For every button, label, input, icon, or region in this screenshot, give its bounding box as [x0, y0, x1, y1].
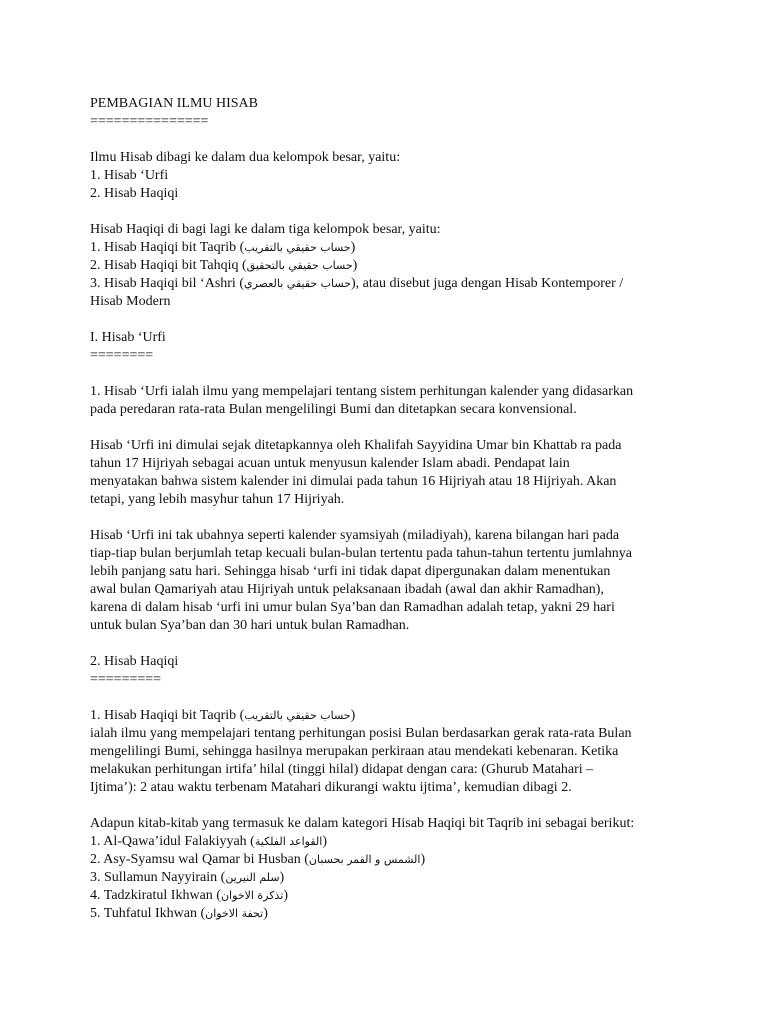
- item-text: ): [350, 708, 356, 723]
- item-text: 1. Al-Qawa’idul Falakiyyah (: [90, 834, 255, 849]
- spacer: [90, 365, 690, 383]
- item-text: 4. Tadzkiratul Ikhwan (: [90, 888, 221, 903]
- haqiqi-intro: Hisab Haqiqi di bagi lagi ke dalam tiga kelompok besar, yaitu:: [90, 222, 441, 237]
- document-title: PEMBAGIAN ILMU HISAB: [90, 96, 259, 111]
- haqiqi-item: [90, 275, 690, 293]
- item-text: 5. Tuhfatul Ikhwan (: [90, 906, 206, 921]
- paragraph-line: mengelilingi Bumi, sehingga hasilnya merupakan perkiraan atau mendekati kebenaran. Ketika: [90, 744, 619, 759]
- spacer: [90, 509, 690, 527]
- section-rule: =========: [90, 672, 162, 687]
- spacer: [90, 311, 690, 329]
- haqiqi-item: [90, 257, 690, 275]
- intro-item: 1. Hisab ‘Urfi: [90, 168, 169, 183]
- haqiqi-item-continuation: Hisab Modern: [90, 294, 171, 309]
- paragraph-line: karena di dalam hisab ‘urfi ini umur bulan Sya’ban dan Ramadhan adalah tetap, yakni 29 hari: [90, 600, 615, 615]
- spacer: [90, 797, 690, 815]
- arabic-term: تحفة الاخوان: [205, 907, 264, 920]
- section-rule: ========: [90, 348, 154, 363]
- paragraph-line: Hisab ‘Urfi ini dimulai sejak ditetapkannya oleh Khalifah Sayyidina Umar bin Khattab ra pada: [90, 438, 622, 453]
- item-text: 3. Hisab Haqiqi bil ‘Ashri (: [90, 276, 244, 291]
- arabic-term: حساب حقيقي بالتقريب: [244, 241, 351, 254]
- item-text: 3. Sullamun Nayyirain (: [90, 870, 226, 885]
- paragraph-line: tahun 17 Hijriyah sebagai acuan untuk menyusun kalender Islam abadi. Pendapat lain: [90, 456, 570, 471]
- title-rule: ===============: [90, 114, 209, 129]
- spacer: [90, 203, 690, 221]
- document-body: [90, 95, 690, 923]
- spacer: [90, 689, 690, 707]
- spacer: [90, 635, 690, 653]
- paragraph-line: pada peredaran rata-rata Bulan mengelilingi Bumi dan ditetapkan secara konvensional.: [90, 402, 577, 417]
- kitab-item: [90, 869, 690, 887]
- paragraph-line: tetapi, yang lebih masyhur tahun 17 Hijriyah.: [90, 492, 345, 507]
- item-text: ): [283, 888, 288, 903]
- haqiqi-item: [90, 239, 690, 257]
- section-heading: 2. Hisab Haqiqi: [90, 654, 179, 669]
- arabic-term: القواعد الفلكية: [254, 835, 323, 848]
- intro-text: Ilmu Hisab dibagi ke dalam dua kelompok besar, yaitu:: [90, 150, 401, 165]
- paragraph-line: ialah ilmu yang mempelajari tentang perhitungan posisi Bulan berdasarkan gerak rata-rata Bulan: [90, 726, 632, 741]
- paragraph-line: Hisab ‘Urfi ini tak ubahnya seperti kalender syamsiyah (miladiyah), karena bilangan hari pada: [90, 528, 620, 543]
- paragraph-line: Ijtima’): 2 atau waktu terbenam Matahari dikurangi waktu ijtima’, kemudian dibagi 2.: [90, 780, 572, 795]
- paragraph-line: 1. Hisab ‘Urfi ialah ilmu yang mempelajari tentang sistem perhitungan kalender yang didasarkan: [90, 384, 634, 399]
- arabic-term: سلم النيرين: [225, 871, 280, 884]
- item-text: ): [263, 906, 268, 921]
- item-text: ): [322, 834, 327, 849]
- arabic-term: حساب حقيقي بالتحقيق: [246, 259, 353, 272]
- item-text: 1. Hisab Haqiqi bit Taqrib (: [90, 708, 245, 723]
- item-text: 2. Hisab Haqiqi bit Tahqiq (: [90, 258, 247, 273]
- kitab-intro: Adapun kitab-kitab yang termasuk ke dalam kategori Hisab Haqiqi bit Taqrib ini sebagai berikut:: [90, 816, 635, 831]
- spacer: [90, 419, 690, 437]
- item-text: ): [420, 852, 426, 867]
- section-heading: I. Hisab ‘Urfi: [90, 330, 166, 345]
- paragraph-line: tiap-tiap bulan berjumlah tetap kecuali bulan-bulan tertentu pada tahun-tahun tertentu jumlahnya: [90, 546, 632, 561]
- item-text: ): [352, 258, 358, 273]
- kitab-item: [90, 887, 690, 905]
- kitab-item: [90, 851, 690, 869]
- item-text: ): [279, 870, 285, 885]
- subsection-heading: [90, 707, 690, 725]
- spacer: [90, 131, 690, 149]
- paragraph-line: untuk bulan Sya’ban dan 30 hari untuk bulan Ramadhan.: [90, 618, 410, 633]
- arabic-term: الشمس و القمر بحسبان: [308, 853, 421, 866]
- paragraph-line: lebih panjang satu hari. Sehingga hisab ‘urfi ini tidak dapat dipergunakan dalam menentukan: [90, 564, 611, 579]
- arabic-term: تذكرة الاخوان: [220, 889, 284, 902]
- kitab-item: [90, 905, 690, 923]
- item-text: 2. Asy-Syamsu wal Qamar bi Husban (: [90, 852, 309, 867]
- arabic-term: حساب حقيقي بالتقريب: [244, 709, 351, 722]
- paragraph-line: awal bulan Qamariyah atau Hijriyah untuk pelaksanaan ibadah (awal dan akhir Ramadhan),: [90, 582, 604, 597]
- paragraph-line: melakukan perhitungan irtifa’ hilal (tinggi hilal) didapat dengan cara: (Ghurub Matahari –: [90, 762, 594, 777]
- kitab-item: [90, 833, 690, 851]
- item-text: 1. Hisab Haqiqi bit Taqrib (: [90, 240, 245, 255]
- item-text: ), atau disebut juga dengan Hisab Kontemporer /: [351, 276, 624, 291]
- item-text: ): [350, 240, 356, 255]
- intro-item: 2. Hisab Haqiqi: [90, 186, 179, 201]
- arabic-term: حساب حقيقي بالعصري: [243, 277, 352, 290]
- paragraph-line: menyatakan bahwa sistem kalender ini dimulai pada tahun 16 Hijriyah atau 18 Hijriyah. Akan: [90, 474, 617, 489]
